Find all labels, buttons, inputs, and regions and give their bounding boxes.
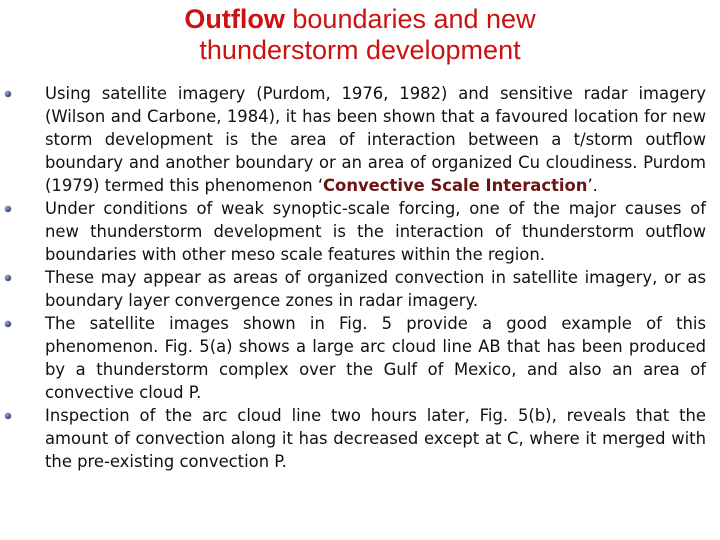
bullet-marker-icon <box>5 206 11 212</box>
title-line-2: thunderstorm development <box>199 35 521 65</box>
bullet-item <box>0 312 720 404</box>
bullet-text: Inspection of the arc cloud line two hours later, Fig. 5(b), reveals that the amount of convection along it has decreased except at C, where it merged with the pre-existing convection P. <box>45 406 706 471</box>
bullet-marker-icon <box>5 91 11 97</box>
bullet-text: Using satellite imagery (Purdom, 1976, 1982) and sensitive radar imagery (Wilson and Carbone, 1984), it has been shown that a favoured location for new storm development is the area of interaction between a t/storm outflow boundary and another boundary or an area of organized Cu cloudiness. Purdom (1979) termed this phenomenon ‘ <box>45 84 706 195</box>
bullet-item <box>0 82 720 197</box>
title-line-1 <box>0 4 720 35</box>
bullet-text-end: ’. <box>587 176 598 195</box>
bullet-text: These may appear as areas of organized convection in satellite imagery, or as boundary layer convergence zones in radar imagery. <box>45 268 706 310</box>
bullet-text: The satellite images shown in Fig. 5 provide a good example of this phenomenon. Fig. 5(a) shows a large arc cloud line AB that has been produced by a thunderstorm complex over the Gulf of Mexico, and also an area of convective cloud P. <box>45 314 706 402</box>
title-emphasis: Outflow <box>184 4 285 34</box>
title-rest: boundaries and new <box>284 4 536 34</box>
bullet-item <box>0 266 720 312</box>
bullet-marker-icon <box>5 275 11 281</box>
bullet-item <box>0 197 720 266</box>
slide-title <box>0 4 720 66</box>
bullet-item <box>0 404 720 473</box>
bullet-text: Under conditions of weak synoptic-scale forcing, one of the major causes of new thunderstorm development is the interaction of thunderstorm outflow boundaries with other meso scale features within the region. <box>45 199 706 264</box>
bullet-marker-icon <box>5 321 11 327</box>
key-term: Convective Scale Interaction <box>323 176 588 195</box>
bullet-marker-icon <box>5 413 11 419</box>
bullet-list <box>0 82 720 473</box>
